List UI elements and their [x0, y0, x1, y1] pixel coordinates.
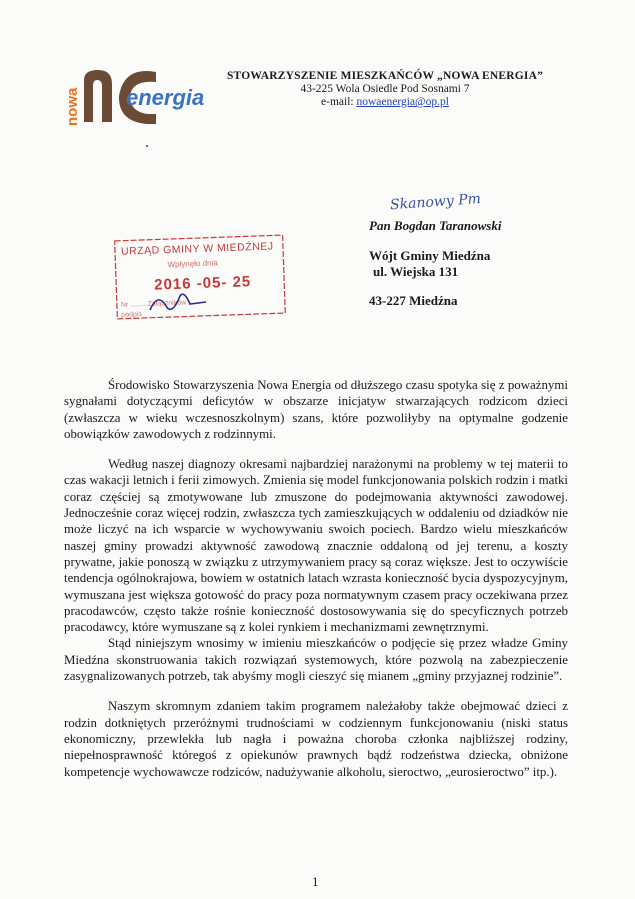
- handwritten-note-text: Skanowy Pm: [389, 191, 482, 214]
- stamp-sign-line: podpis: [121, 311, 143, 319]
- logo-letter-n: [84, 70, 112, 122]
- paragraph-3: Stąd niniejszym wnosimy w imieniu mieszkańców o podjęcie się przez władze Gminy Miedźna skonstruowania takich rozwiązań systemowych, które pozwolą na zabezpieczenie zasygnalizowanych potrzeb, tak abyśmy mogli cieszyć się mianem „gminy przyjaznej rodzinie”.: [64, 636, 568, 684]
- stray-mark: [146, 145, 148, 147]
- email-link[interactable]: nowaenergia@op.pl: [356, 96, 449, 108]
- stamp-office: URZĄD GMINY W MIEDŹNEJ: [120, 240, 274, 258]
- paragraph-1: Środowisko Stowarzyszenia Nowa Energia od dłuższego czasu spotyka się z poważnymi sygnałami dotyczącymi deficytów w obszarze inicjatyw stwarzających rodzicom dzieci (zwłaszcza w wieku wczesnoszkolnym) szans, które pozwoliłyby na optymalne godzenie obowiązków zawodowych z rodzinnymi.: [64, 378, 568, 441]
- org-name: STOWARZYSZENIE MIESZKAŃCÓW „NOWA ENERGIA”: [226, 70, 544, 82]
- paragraph-4: Naszym skromnym zdaniem takim programem należałoby także obejmować dzieci z rodzin dotkniętych przeróżnymi trudnościami w codziennym funkcjonowaniu (niski status ekonomiczny, przewlekła lub nagła i poważna choroba członka najbliższej rodziny, niepełnosprawność któregoś z opiekunów prawnych bądź rodzeństwa dziecka, obniżone kompetencje wychowawcze rodziców, nadużywanie alkoholu, sieroctwo, „eurosieroctwo” itp.).: [64, 699, 568, 779]
- nowa-energia-logo: [64, 62, 204, 134]
- stamp-received-label: Wpłynęło dnia: [167, 258, 218, 270]
- recipient-title: Wójt Gminy Miedźna: [369, 248, 491, 263]
- paragraph-2: Według naszej diagnozy okresami najbardziej narażonymi na problemy w tej materii to czas wakacji letnich i ferii zimowych. Zmienia się model funkcjonowania polskich rodzin i matki coraz częściej są zmotywowane lub zmuszone do podejmowania aktywności zawodowej. Jednocześnie coraz więcej rodzin, zwłaszcza tych zamieszkujących w oddaleniu od dziadków nie może liczyć na ich wsparcie w wychowywaniu swoich pociech. Bardzo wielu mieszkańców naszej gminy prowadzi aktywność zawodową znacznie oddaloną od jej terenu, a koszty prywatne, jakie ponoszą w związku z utrzymywaniem pracy są coraz większe. Jest to oczywiście tendencja ogólnokrajowa, bowiem w ostatnich latach wzrasta konieczność bycia dyspozycyjnym, wymuszana jest większa gotowość do pracy poza normatywnym czasem pracy oczekiwana przez pracodawców, często także rośnie konieczność dostosowywania się do specyficznych potrzeb pracodawcy, które wymuszane są z kolei rynkiem i mechanizmami zewnętrznymi.: [64, 457, 568, 635]
- recipient-street: ul. Wiejska 131: [373, 264, 459, 279]
- stamp-date: 2016 -05- 25: [153, 273, 252, 294]
- logo-word-nowa: nowa: [64, 87, 81, 126]
- logo-word-energia: energia: [126, 85, 204, 110]
- org-address: 43-225 Wola Osiedle Pod Sosnami 7: [300, 83, 470, 95]
- letter-body: [64, 377, 568, 794]
- page-number: 1: [312, 874, 319, 889]
- stamp-number-line: Nr ........ Załączników ......: [120, 299, 200, 309]
- recipient-name: Pan Bogdan Taranowski: [369, 218, 502, 233]
- org-email-line: [205, 96, 565, 109]
- email-label: e-mail:: [321, 96, 357, 108]
- letterhead: [205, 70, 565, 109]
- recipient-city: 43-227 Miedźna: [369, 293, 458, 308]
- received-stamp: [110, 232, 290, 324]
- handwritten-note: [388, 182, 498, 218]
